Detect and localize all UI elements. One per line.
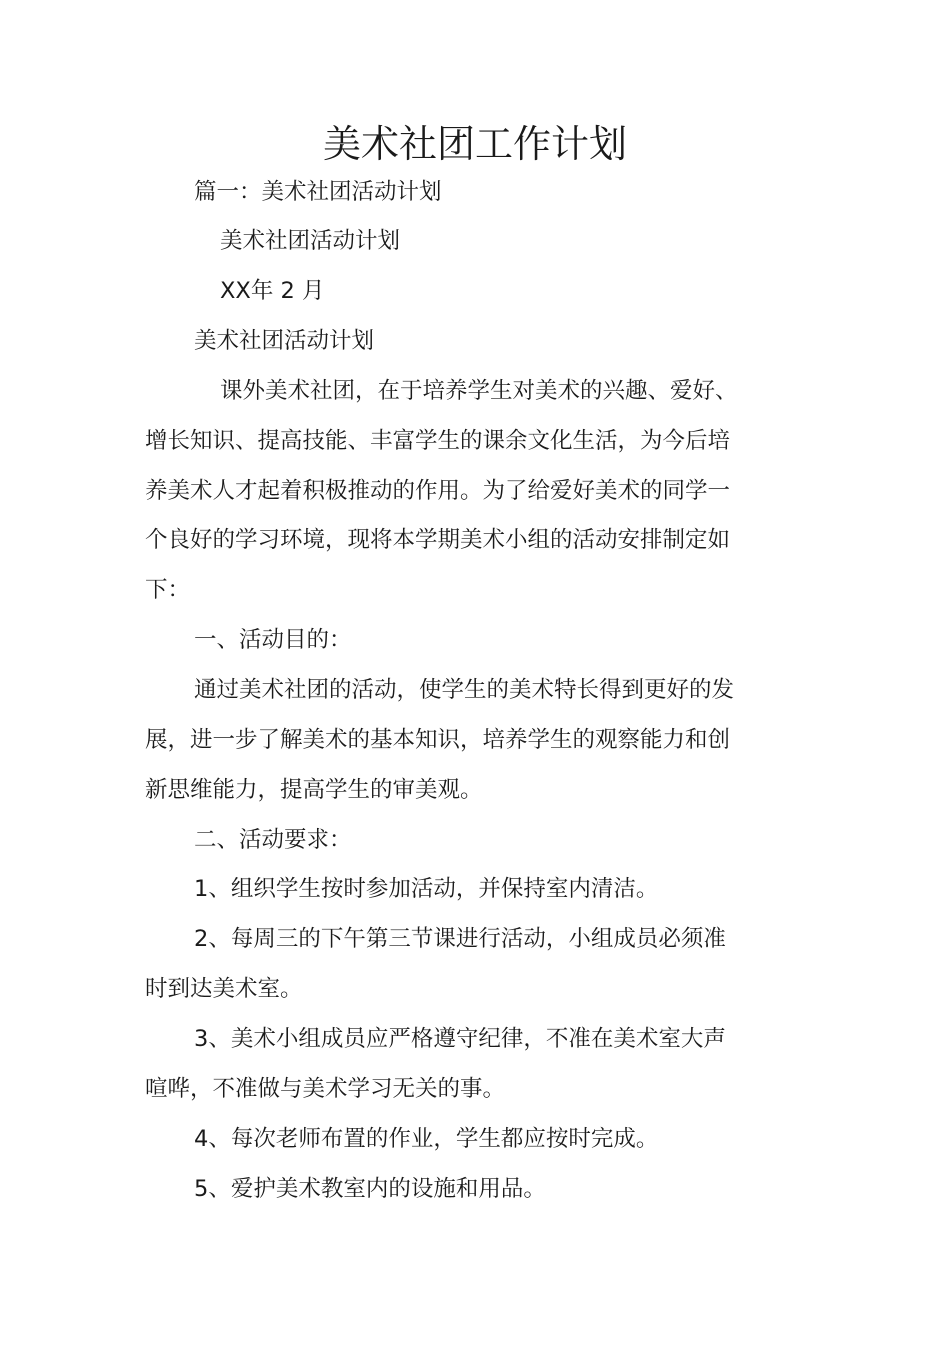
list-item-continuation: 时到达美术室。 — [145, 976, 303, 1002]
heading-line: 美术社团活动计划 — [194, 328, 375, 354]
paragraph-line: 展，进一步了解美术的基本知识，培养学生的观察能力和创 — [145, 727, 731, 753]
list-item: 1、组织学生按时参加活动，并保持室内清洁。 — [194, 876, 659, 902]
section-heading: 一、活动目的： — [194, 627, 352, 653]
subtitle: 美术社团活动计划 — [220, 228, 401, 254]
paragraph-line: 下： — [145, 577, 191, 603]
list-item: 3、美术小组成员应严格遵守纪律，不准在美术室大声 — [194, 1026, 726, 1052]
list-item: 2、每周三的下午第三节课进行活动，小组成员必须准 — [194, 926, 726, 952]
section-heading: 篇一：美术社团活动计划 — [194, 179, 442, 205]
list-item-continuation: 喧哗，不准做与美术学习无关的事。 — [145, 1076, 506, 1102]
list-item: 5、爱护美术教室内的设施和用品。 — [194, 1176, 546, 1202]
date-line: XX年 2 月 — [220, 278, 325, 304]
section-heading: 二、活动要求： — [194, 827, 352, 853]
document-title: 美术社团工作计划 — [322, 122, 627, 166]
paragraph-line: 通过美术社团的活动，使学生的美术特长得到更好的发 — [194, 677, 735, 703]
paragraph-line: 增长知识、提高技能、丰富学生的课余文化生活，为今后培 — [145, 428, 731, 454]
paragraph-line: 养美术人才起着积极推动的作用。为了给爱好美术的同学一 — [145, 478, 731, 504]
paragraph-line: 课外美术社团，在于培养学生对美术的兴趣、爱好、 — [220, 378, 738, 404]
paragraph-line: 新思维能力，提高学生的审美观。 — [145, 777, 483, 803]
paragraph-line: 个良好的学习环境，现将本学期美术小组的活动安排制定如 — [145, 527, 731, 553]
list-item: 4、每次老师布置的作业，学生都应按时完成。 — [194, 1126, 659, 1152]
